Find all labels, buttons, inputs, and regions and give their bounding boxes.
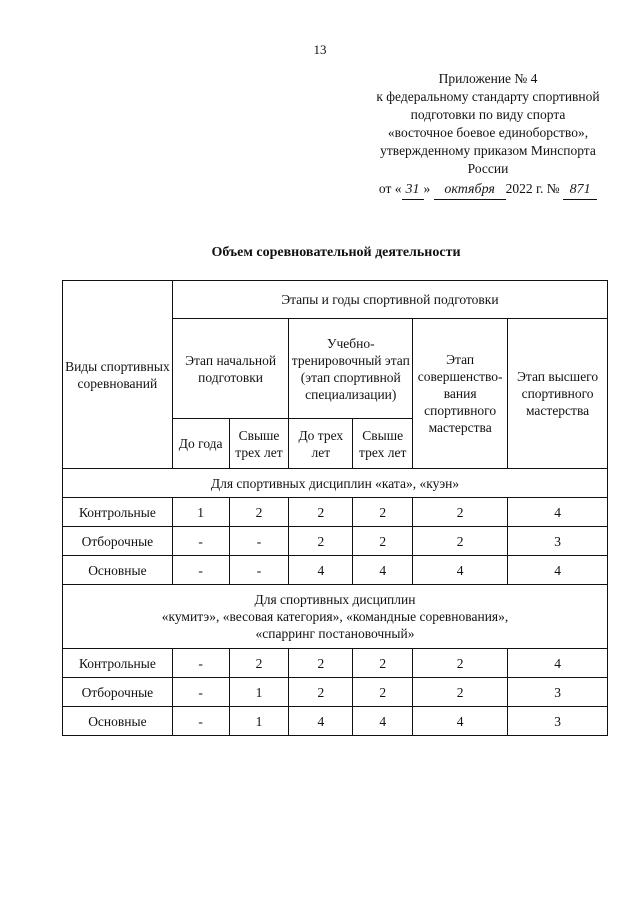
table-cell: 3	[508, 678, 608, 707]
table-cell: 4	[353, 707, 413, 736]
header-stage-improvement: Этап совершенство-вания спортивного мастерства	[413, 319, 508, 469]
row-kind: Отборочные	[63, 527, 173, 556]
table-cell: 4	[508, 649, 608, 678]
table-cell: -	[229, 527, 289, 556]
row-kind: Контрольные	[63, 498, 173, 527]
table-cell: 2	[289, 678, 353, 707]
table-row	[63, 707, 608, 736]
header-sub-up-to-three-years: До трех лет	[289, 419, 353, 469]
table-cell: 2	[413, 498, 508, 527]
handwritten-day: 31	[402, 181, 424, 200]
table-cell: 1	[172, 498, 229, 527]
table-row	[63, 527, 608, 556]
handwritten-order-number: 871	[563, 181, 597, 200]
header-competition-kinds: Виды спортивных соревнований	[63, 281, 173, 469]
table-cell: 4	[508, 556, 608, 585]
section-kata-kuen: Для спортивных дисциплин «ката», «куэн»	[63, 469, 608, 498]
table-cell: -	[172, 678, 229, 707]
appendix-line: «восточное боевое единоборство»,	[387, 125, 589, 140]
appendix-line: утвержденному приказом Минспорта	[380, 143, 596, 158]
table-cell: 2	[413, 527, 508, 556]
header-stage-training: Учебно-тренировочный этап (этап спортивной специализации)	[289, 319, 413, 419]
order-date-line	[340, 180, 636, 200]
table-cell: -	[172, 527, 229, 556]
section-line: «кумитэ», «весовая категория», «командные соревнования»,	[161, 609, 509, 624]
row-kind: Отборочные	[63, 678, 173, 707]
table-cell: 4	[289, 556, 353, 585]
table-row	[63, 556, 608, 585]
header-sub-over-three-years: Свыше трех лет	[353, 419, 413, 469]
table-cell: 2	[353, 649, 413, 678]
table-row	[63, 678, 608, 707]
table-cell: 2	[353, 678, 413, 707]
table-cell: 2	[289, 527, 353, 556]
appendix-line: к федеральному стандарту спортивной	[376, 89, 600, 104]
competition-volume-table	[62, 280, 608, 736]
section-line: Для спортивных дисциплин	[254, 592, 416, 607]
table-cell: 2	[353, 527, 413, 556]
table-cell: 2	[413, 678, 508, 707]
appendix-line: Приложение № 4	[438, 71, 538, 86]
table-cell: -	[172, 556, 229, 585]
header-stage-initial: Этап начальной подготовки	[172, 319, 289, 419]
page-number: 13	[313, 42, 327, 57]
table-cell: 1	[229, 678, 289, 707]
section-line: «спарринг постановочный»	[255, 626, 415, 641]
row-kind: Основные	[63, 556, 173, 585]
document-title: Объем соревновательной деятельности	[211, 245, 461, 260]
table-cell: 4	[413, 707, 508, 736]
section-kumite-etc	[63, 585, 608, 649]
handwritten-month: октября	[434, 181, 506, 200]
table-cell: 2	[353, 498, 413, 527]
table-cell: 2	[413, 649, 508, 678]
table-cell: 1	[229, 707, 289, 736]
table-cell: -	[229, 556, 289, 585]
table-cell: 4	[413, 556, 508, 585]
date-prefix: от «	[378, 181, 402, 196]
date-suffix: 2022 г. №	[505, 181, 560, 196]
header-sub-over-three-years: Свыше трех лет	[229, 419, 289, 469]
header-stage-higher: Этап высшего спортивного мастерства	[508, 319, 608, 469]
table-cell: 2	[289, 498, 353, 527]
table-cell: 2	[229, 649, 289, 678]
table-cell: 2	[229, 498, 289, 527]
table-cell: -	[172, 707, 229, 736]
appendix-block	[340, 70, 636, 200]
table-cell: 4	[353, 556, 413, 585]
table-cell: 4	[508, 498, 608, 527]
table-row	[63, 498, 608, 527]
table-cell: 3	[508, 527, 608, 556]
row-kind: Контрольные	[63, 649, 173, 678]
header-stages: Этапы и годы спортивной подготовки	[172, 281, 607, 319]
table-cell: 3	[508, 707, 608, 736]
table-cell: 2	[289, 649, 353, 678]
table-cell: 4	[289, 707, 353, 736]
header-sub-up-to-year: До года	[172, 419, 229, 469]
date-mid: »	[423, 181, 431, 196]
appendix-line: подготовки по виду спорта	[410, 107, 566, 122]
row-kind: Основные	[63, 707, 173, 736]
table-row	[63, 649, 608, 678]
appendix-line: России	[467, 161, 509, 176]
table-cell: -	[172, 649, 229, 678]
